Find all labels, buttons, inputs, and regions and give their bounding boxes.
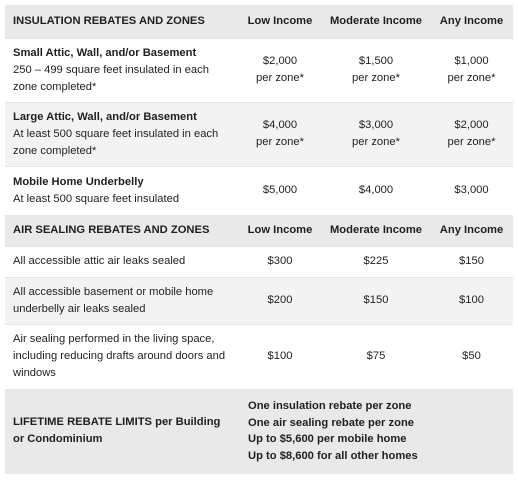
cell-low-income	[238, 38, 322, 102]
amount: $1,500	[358, 55, 394, 67]
row-description: All accessible basement or mobile home underbelly air leaks sealed	[5, 277, 238, 324]
row-description: At least 500 square feet insulated	[13, 192, 180, 205]
cell-any-income: $100	[430, 277, 513, 324]
list-item: One insulation rebate per zone	[248, 400, 412, 412]
table-row	[5, 246, 513, 277]
amount: $2,000	[454, 119, 489, 131]
table-row	[5, 102, 513, 166]
row-title: Large Attic, Wall, and/or Basement	[13, 110, 197, 123]
row-title: Mobile Home Underbelly	[13, 175, 144, 188]
row-label	[5, 166, 238, 215]
amount: $1,000	[454, 55, 489, 67]
cell-low-income	[238, 102, 322, 166]
unit: per zone*	[256, 136, 304, 148]
column-header-low-income: Low Income	[238, 215, 322, 246]
insulation-header-row	[5, 5, 513, 38]
cell-low-income: $5,000	[238, 166, 322, 215]
row-description: All accessible attic air leaks sealed	[5, 246, 238, 277]
amount: $4,000	[262, 119, 298, 131]
cell-any-income: $150	[430, 246, 513, 277]
lifetime-limits-list	[238, 389, 513, 473]
unit: per zone*	[256, 72, 304, 84]
cell-moderate-income	[322, 38, 430, 102]
column-header-moderate-income: Moderate Income	[322, 5, 430, 38]
cell-moderate-income	[322, 102, 430, 166]
list-item: One air sealing rebate per zone	[248, 416, 415, 429]
table-row	[5, 324, 513, 389]
row-label	[5, 102, 238, 166]
row-description: 250 – 499 square feet insulated in each zone completed*	[13, 63, 209, 93]
cell-low-income: $200	[238, 277, 322, 324]
list-item: Up to $5,600 per mobile home	[248, 433, 407, 445]
unit: per zone*	[352, 72, 400, 84]
cell-any-income	[430, 38, 513, 102]
row-description: At least 500 square feet insulated in each zone completed*	[13, 127, 219, 157]
air-sealing-section-title: AIR SEALING REBATES AND ZONES	[5, 215, 238, 246]
table-row	[5, 166, 513, 215]
cell-low-income: $300	[238, 246, 322, 277]
column-header-moderate-income: Moderate Income	[322, 215, 430, 246]
column-header-any-income: Any Income	[430, 215, 513, 246]
amount: $3,000	[358, 119, 394, 131]
lifetime-limits-label: LIFETIME REBATE LIMITS per Building or Condominium	[5, 389, 238, 473]
cell-moderate-income: $150	[322, 277, 430, 324]
unit: per zone*	[352, 136, 400, 148]
table-row	[5, 277, 513, 324]
row-description: Air sealing performed in the living space, including reducing drafts around doors and windows	[5, 324, 238, 389]
lifetime-limits-row	[5, 389, 513, 473]
cell-any-income	[430, 102, 513, 166]
cell-low-income: $100	[238, 324, 322, 389]
list-item: Up to $8,600 for all other homes	[248, 449, 418, 462]
rebates-table	[5, 5, 513, 474]
cell-moderate-income: $4,000	[322, 166, 430, 215]
unit: per zone*	[447, 136, 496, 148]
table-row	[5, 38, 513, 102]
insulation-section-title: INSULATION REBATES AND ZONES	[5, 5, 238, 38]
cell-any-income: $50	[430, 324, 513, 389]
column-header-any-income: Any Income	[430, 5, 513, 38]
row-title: Small Attic, Wall, and/or Basement	[13, 46, 197, 59]
air-sealing-header-row	[5, 215, 513, 246]
row-label	[5, 38, 238, 102]
unit: per zone*	[447, 72, 496, 84]
cell-moderate-income: $225	[322, 246, 430, 277]
cell-any-income: $3,000	[430, 166, 513, 215]
cell-moderate-income: $75	[322, 324, 430, 389]
amount: $2,000	[262, 55, 298, 67]
column-header-low-income: Low Income	[238, 5, 322, 38]
